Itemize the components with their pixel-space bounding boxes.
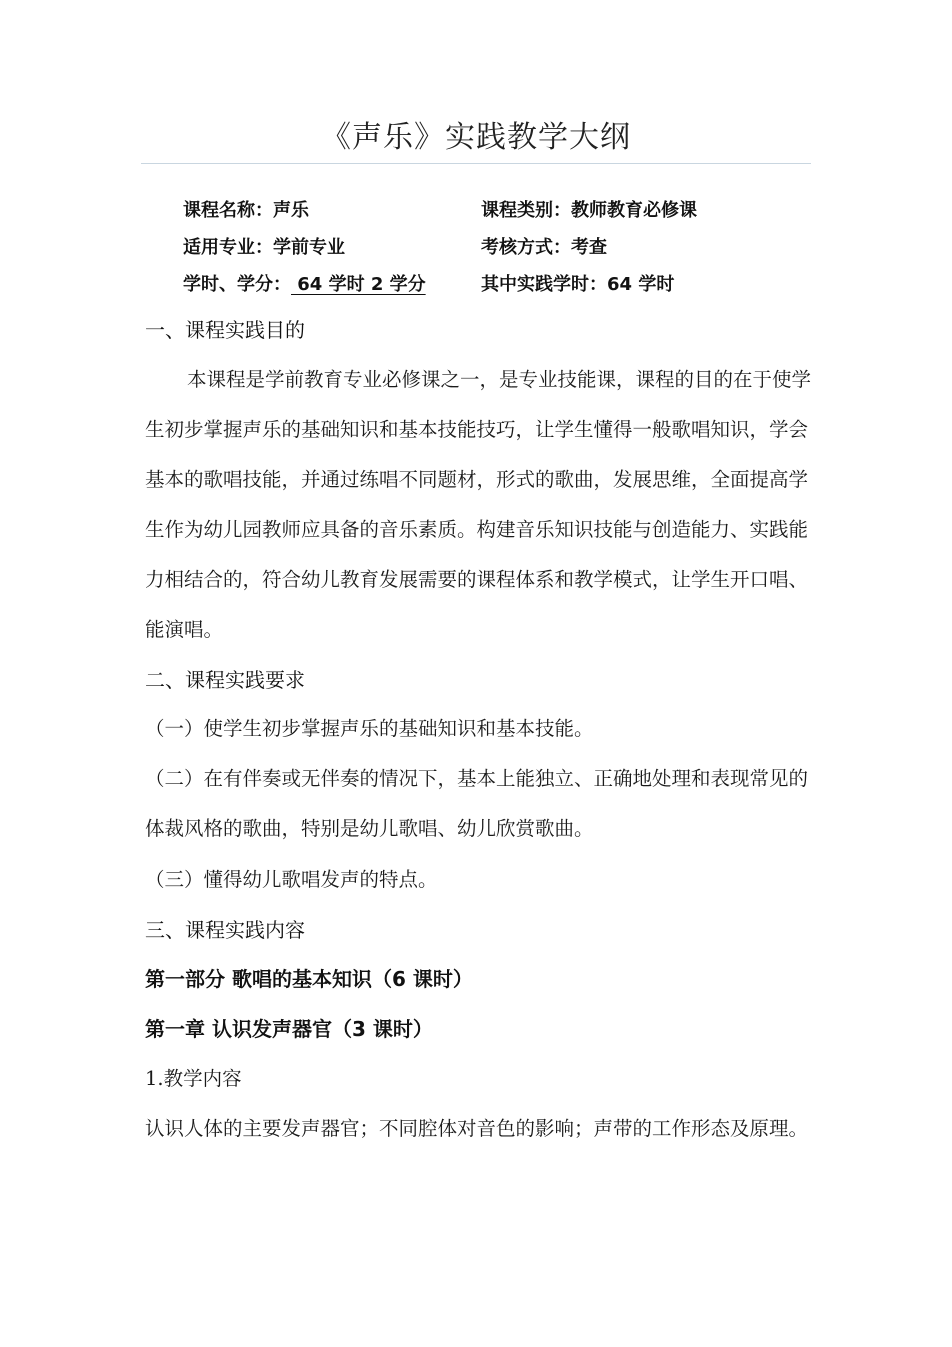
hours-value: 64 学时 2 学分	[291, 274, 426, 295]
subsection-1-heading: 1.教学内容	[145, 1067, 242, 1090]
section-1-heading: 一、课程实践目的	[145, 318, 305, 342]
assessment-method: 考核方式：考查	[481, 237, 607, 258]
subsection-1-body: 认识人体的主要发声器官；不同腔体对音色的影响；声带的工作形态及原理。	[145, 1117, 809, 1140]
applicable-major: 适用专业：学前专业	[183, 237, 345, 258]
section-2-item-3: （三）懂得幼儿歌唱发声的特点。	[145, 868, 438, 891]
section-2-item-1: （一）使学生初步掌握声乐的基础知识和基本技能。	[145, 717, 594, 740]
part-1-heading: 第一部分 歌唱的基本知识（6 课时）	[145, 967, 473, 991]
section-2-heading: 二、课程实践要求	[145, 668, 305, 692]
practice-hours: 其中实践学时：64 学时	[481, 274, 675, 295]
chapter-1-heading: 第一章 认识发声器官（3 课时）	[145, 1017, 433, 1041]
document-title: 《声乐》实践教学大纲	[321, 120, 631, 155]
course-type: 课程类别：教师教育必修课	[481, 200, 697, 221]
section-2-item-2: （二）在有伴奏或无伴奏的情况下，基本上能独立、正确地处理和表现常见的体裁风格的歌曲，特别是幼儿歌唱、幼儿欣赏歌曲。	[145, 767, 809, 840]
title-divider	[141, 163, 811, 164]
hours-label: 学时、学分：	[183, 274, 291, 295]
section-1-body: 本课程是学前教育专业必修课之一，是专业技能课，课程的目的在于使学生初步掌握声乐的基础知识和基本技能技巧，让学生懂得一般歌唱知识，学会基本的歌唱技能，并通过练唱不同题材，形式的歌曲，发展思维，全面提高学生作为幼儿园教师应具备的音乐素质。构建音乐知识技能与创造能力、实践能力相结合的，符合幼儿教育发展需要的课程体系和教学模式，让学生开口唱、能演唱。	[145, 368, 812, 641]
hours-credits	[183, 273, 440, 297]
course-name: 课程名称：声乐	[183, 200, 309, 221]
section-3-heading: 三、课程实践内容	[145, 918, 305, 942]
